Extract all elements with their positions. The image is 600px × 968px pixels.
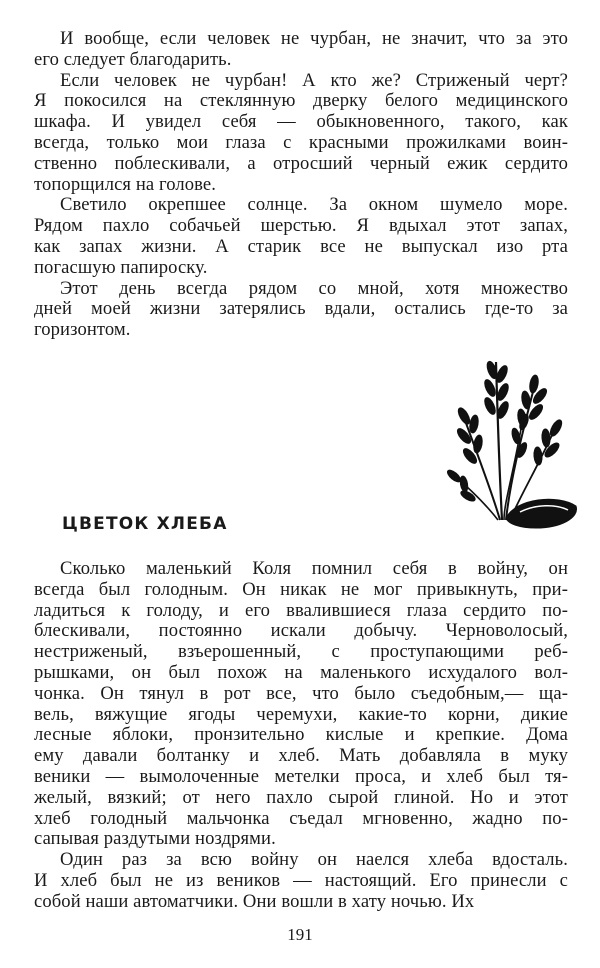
text-line: И вообще, если человек не чурбан, не значит, что за это [60, 28, 568, 49]
section-title: ЦВЕТОК ХЛЕБА [62, 514, 228, 534]
text-line: дней моей жизни затерялись вдали, остались где-то за [34, 298, 568, 320]
text-line: Сколько маленький Коля помнил себя в войну, он [60, 558, 568, 579]
text-line: сапывая раздутыми ноздрями. [34, 828, 276, 850]
text-line: блескивали, постоянно искали добычу. Черноволосый, [34, 620, 568, 642]
text-line: вель, вяжущие ягоды черемухи, какие-то корни, дикие [34, 703, 568, 725]
text-line: И хлеб был не из веников — настоящий. Его принесли с [34, 870, 568, 891]
text-line: его следует благодарить. [34, 48, 232, 70]
text-line: Рядом пахло собачьей шерстью. Я вдыхал этот запах, [34, 215, 568, 237]
text-line: собой наши автоматчики. Они вошли в хату ночью. Их [34, 890, 475, 912]
text-line: ладиться к голоду, и его ввалившиеся глаза сердито по- [34, 599, 568, 621]
page-number: 191 [287, 925, 313, 944]
text-line: Один раз за всю войну он наелся хлеба вдосталь. [60, 849, 568, 871]
text-line: Этот день всегда рядом со мной, хотя множество [60, 277, 568, 299]
text-line: Светило окрепшее солнце. За окном шумело море. [60, 194, 568, 216]
wheat-ears-icon [440, 352, 580, 532]
text-line: желый, вязкий; от него пахло сырой глиной. Но и этот [34, 786, 568, 808]
text-line: рышками, он был похож на маленького исхудалого вол- [34, 662, 568, 683]
text-line: как запах жизни. А старик все не выпускал изо рта [34, 236, 568, 257]
text-line: горизонтом. [34, 319, 131, 341]
text-line: лесные яблоки, пронзительно кислые и крепкие. Дома [34, 724, 568, 746]
text-line: топорщился на голове. [34, 173, 217, 195]
text-line: шкафа. И увидел себя — обыкновенного, такого, как [34, 111, 568, 133]
text-line: всегда был голодным. Он никак не мог привыкнуть, при- [34, 578, 568, 600]
text-line: веники — вымолоченные метелки проса, и хлеб был тя- [34, 766, 568, 787]
text-line: чонка. Он тянул в рот все, что было съедобным,— ща- [34, 682, 568, 704]
text-line: ему давали болтанку и хлеб. Мать добавляла в муку [34, 745, 568, 767]
text-line: Если человек не чурбан! А кто же? Стриженый черт? [60, 69, 568, 91]
text-line: хлеб голодный мальчонка съедал мгновенно, жадно по- [34, 807, 568, 829]
text-line: нестриженый, взъерошенный, с проступающими реб- [34, 641, 568, 663]
text-line: всегда, только мои глаза с красными прожилками воин- [34, 132, 568, 153]
text-line: погасшую папироску. [34, 256, 208, 278]
text-line: Я покосился на стеклянную дверку белого медицинского [34, 90, 568, 112]
text-line: ственно поблескивали, а отросший черный ежик сердито [34, 152, 568, 174]
